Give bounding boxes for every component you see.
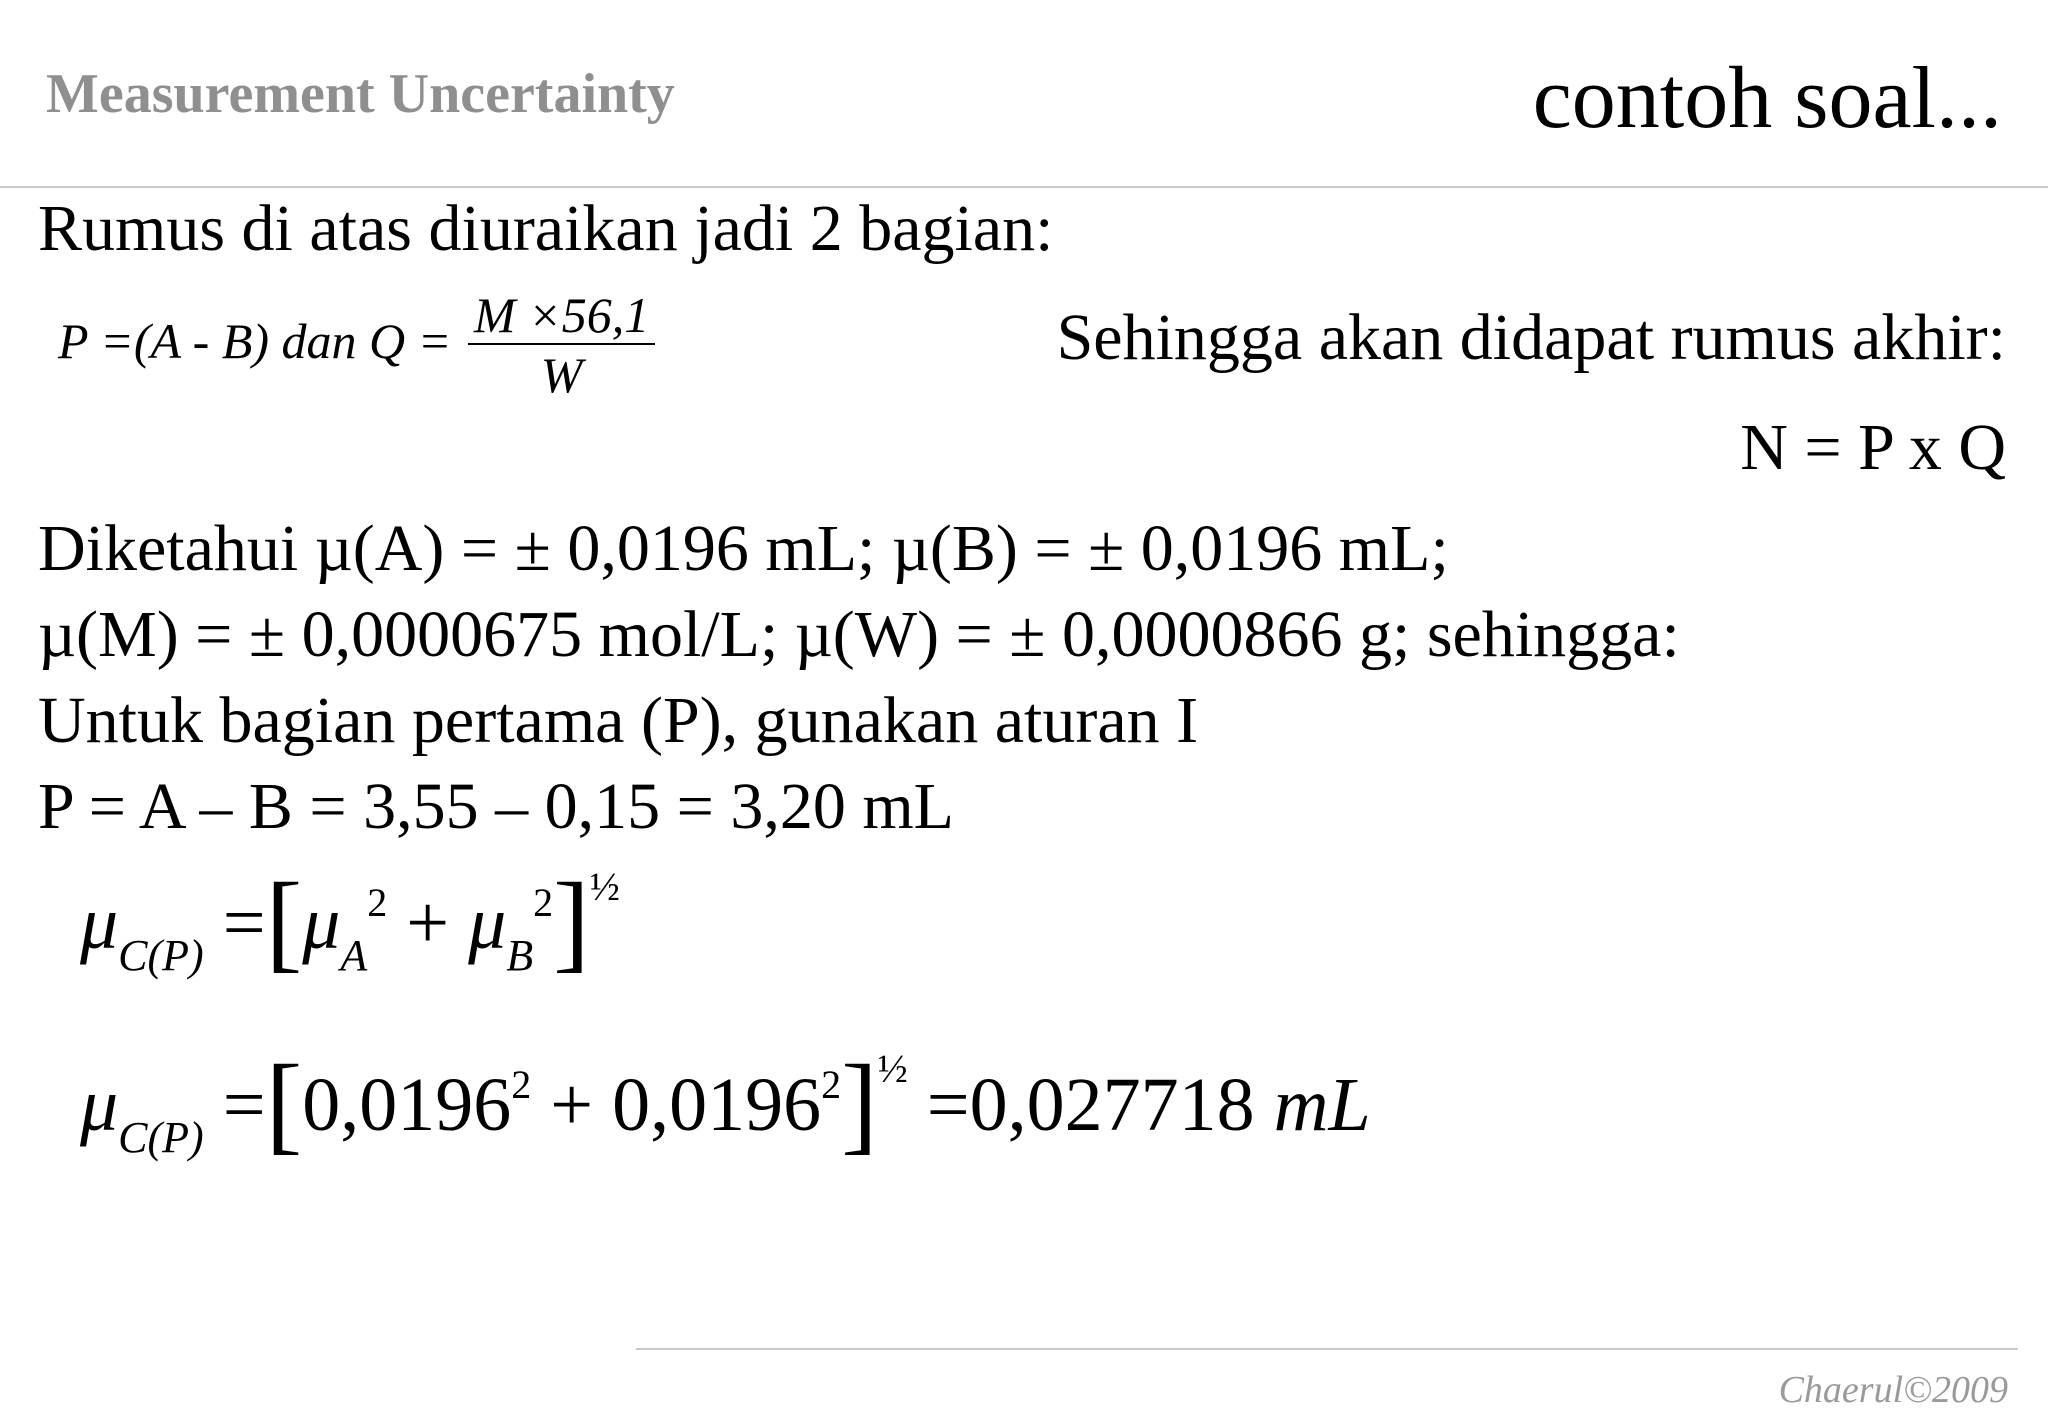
open-bracket: [ (265, 860, 303, 982)
page-title: Measurement Uncertainty (46, 63, 675, 125)
subscript-a: A (340, 931, 368, 980)
footer-divider (636, 1348, 2018, 1350)
equation-q-fraction (468, 288, 655, 405)
p-calculation: P = A – B = 3,55 – 0,15 = 3,20 mL (38, 770, 954, 843)
fraction-denominator: W (540, 347, 583, 403)
rule-text: Untuk bagian pertama (P), gunakan aturan I (38, 684, 1199, 757)
copyright: Chaerul©2009 (1778, 1369, 2008, 1411)
equals-sign: = (222, 881, 266, 965)
exponent: 2 (821, 1062, 842, 1107)
equals-sign: = (222, 1063, 266, 1147)
value-a: 0,0196 (302, 1063, 512, 1147)
plus-sign: + (550, 1063, 594, 1147)
intro-text: Rumus di atas diuraikan jadi 2 bagian: (38, 192, 1054, 265)
final-formula-label: Sehingga akan didapat rumus akhir: (1056, 301, 2006, 374)
half-exponent: ½ (589, 864, 620, 909)
open-bracket: [ (265, 1042, 303, 1164)
mu-symbol: μ (80, 1063, 119, 1147)
equation-p-q-left: P =(A - B) dan Q = (58, 312, 452, 369)
given-values-2: µ(M) = ± 0,0000675 mol/L; µ(W) = ± 0,0000866 g; sehingga: (38, 598, 1680, 671)
fraction-numerator: M ×56,1 (468, 288, 655, 345)
uncertainty-formula (80, 858, 620, 985)
slide-subtitle: contoh soal... (1532, 50, 2002, 147)
subscript-cp: C(P) (118, 931, 204, 980)
exponent: 2 (367, 880, 388, 925)
result-value: =0,027718 (926, 1063, 1255, 1147)
mu-symbol: μ (302, 881, 341, 965)
exponent: 2 (533, 880, 554, 925)
final-formula: N = P x Q (1740, 411, 2006, 484)
mu-symbol: μ (468, 881, 507, 965)
mu-symbol: μ (80, 881, 119, 965)
header-divider (0, 186, 2048, 188)
value-b: 0,0196 (612, 1063, 822, 1147)
given-values-1: Diketahui µ(A) = ± 0,0196 mL; µ(B) = ± 0,0196 mL; (38, 512, 1449, 585)
uncertainty-result (80, 1040, 1371, 1167)
exponent: 2 (511, 1062, 532, 1107)
subscript-cp: C(P) (118, 1113, 204, 1162)
plus-sign: + (406, 881, 450, 965)
close-bracket: ] (841, 1042, 878, 1164)
half-exponent: ½ (877, 1046, 908, 1091)
close-bracket: ] (553, 860, 590, 982)
result-unit: mL (1273, 1063, 1371, 1147)
subscript-b: B (506, 931, 534, 980)
equation-p-q (58, 288, 655, 405)
